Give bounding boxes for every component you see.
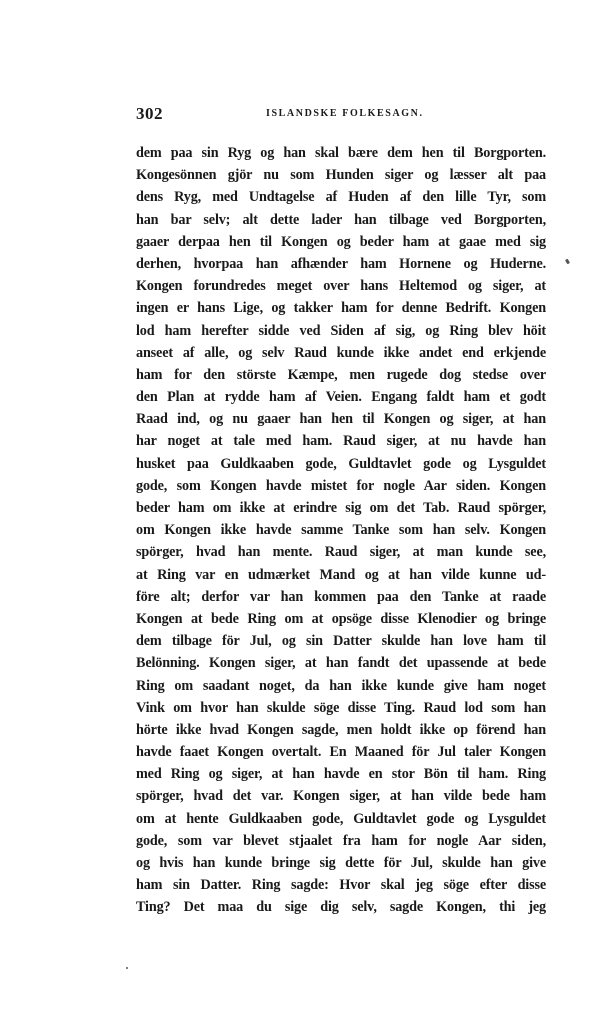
text-line: den Plan at rydde ham af Veien. Engang faldt ham et godt — [136, 389, 546, 406]
text-line: med Ring og siger, at han havde en stor Bön til ham. Ring — [136, 766, 546, 783]
page-number: 302 — [136, 104, 163, 123]
running-title: ISLANDSKE FOLKESAGN. — [266, 108, 424, 119]
text-line: gode, som var blevet stjaalet fra ham for nogle Aar siden, — [136, 832, 546, 849]
text-line: Kongen forundredes meget over hans Heltemod og siger, at — [136, 278, 546, 295]
text-line: Kongen at bede Ring om at opsöge disse Klenodier og bringe — [136, 610, 546, 627]
text-line: ham for den störste Kæmpe, men rugede dog stedse over — [136, 366, 546, 383]
text-line: Ting? Det maa du sige dig selv, sagde Kongen, thi jeg — [136, 899, 546, 916]
text-line: har noget at tale med ham. Raud siger, at nu havde han — [136, 433, 546, 450]
text-line: Kongesönnen gjör nu som Hunden siger og læsser alt paa — [136, 167, 546, 184]
text-line: före alt; derfor var han kommen paa den Tanke at raade — [136, 588, 546, 605]
text-line: om Kongen ikke havde samme Tanke som han selv. Kongen — [136, 522, 546, 539]
text-line: og hvis han kunde bringe sig dette för Jul, skulde han give — [136, 855, 546, 871]
running-head — [136, 104, 546, 128]
text-line: ham sin Datter. Ring sagde: Hvor skal jeg söge efter disse — [136, 877, 546, 894]
text-line: hörte ikke hvad Kongen sagde, men holdt ikke op förend han — [136, 721, 546, 738]
text-line: derhen, hvorpaa han afhænder ham Hornene og Huderne. — [136, 255, 546, 272]
paper-speck — [565, 259, 570, 265]
text-line: lod ham herefter sidde ved Siden af sig, og Ring blev höit — [136, 322, 546, 339]
text-line: ingen er hans Lige, og takker ham for denne Bedrift. Kongen — [136, 300, 546, 317]
text-line: dens Ryg, med Undtagelse af Huden af den lille Tyr, som — [136, 189, 546, 206]
paper-speck — [126, 967, 128, 969]
text-line: Ring om saadant noget, da han ikke kunde give ham noget — [136, 677, 546, 694]
text-line: dem paa sin Ryg og han skal bære dem hen til Borgporten. — [136, 145, 546, 161]
text-line: Vink om hvor han skulde söge disse Ting. Raud lod som han — [136, 699, 546, 716]
text-line: om at hente Guldkaaben gode, Guldtavlet gode og Lysguldet — [136, 810, 546, 827]
text-line: Belönning. Kongen siger, at han fandt det upassende at bede — [136, 655, 546, 672]
text-line: Raad ind, og nu gaaer han hen til Kongen og siger, at han — [136, 411, 546, 428]
text-line: gaaer derpaa hen til Kongen og beder ham at gaae med sig — [136, 233, 546, 250]
text-line: han bar selv; alt dette lader han tilbage ved Borgporten, — [136, 211, 546, 228]
text-line: spörger, hvad det var. Kongen siger, at han vilde bede ham — [136, 788, 546, 805]
text-line: gode, som Kongen havde mistet for nogle Aar siden. Kongen — [136, 477, 546, 494]
text-line: at Ring var en udmærket Mand og at han vilde kunne ud- — [136, 566, 546, 583]
text-line: beder ham om ikke at erindre sig om det Tab. Raud spörger, — [136, 500, 546, 516]
text-line: spörger, hvad han mente. Raud siger, at man kunde see, — [136, 544, 546, 561]
text-line: husket paa Guldkaaben gode, Guldtavlet gode og Lysguldet — [136, 455, 546, 472]
text-line: dem tilbage för Jul, og sin Datter skulde han love ham til — [136, 633, 546, 650]
body-text — [136, 142, 546, 919]
text-line: havde faaet Kongen overtalt. En Maaned för Jul taler Kongen — [136, 744, 546, 761]
text-line: anseet af alle, og selv Raud kunde ikke andet end erkjende — [136, 344, 546, 361]
